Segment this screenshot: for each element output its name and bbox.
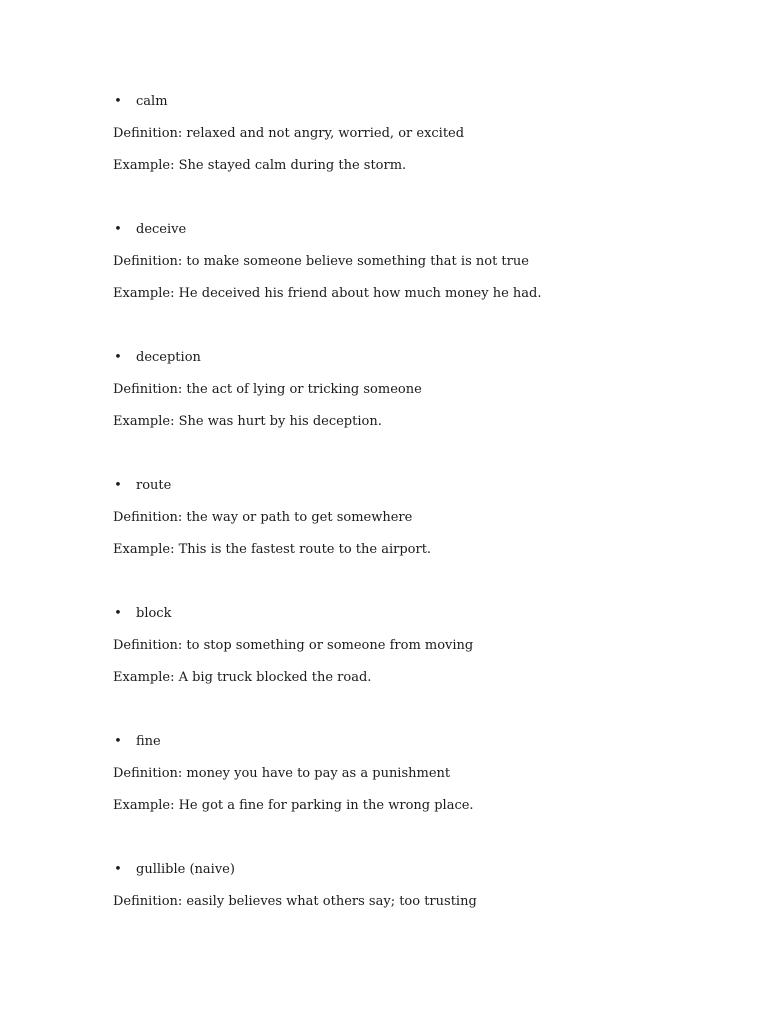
bullet: •	[114, 350, 122, 365]
definition: Definition: the way or path to get somewhere	[113, 510, 413, 525]
term: block	[136, 606, 172, 621]
term: route	[136, 478, 172, 493]
bullet: •	[114, 606, 122, 621]
term: deception	[136, 350, 201, 365]
term: calm	[136, 94, 168, 109]
definition: Definition: relaxed and not angry, worried, or excited	[113, 126, 465, 141]
term: deceive	[136, 222, 187, 237]
example: Example: A big truck blocked the road.	[113, 670, 372, 685]
example: Example: She stayed calm during the storm.	[113, 158, 407, 173]
definition: Definition: to stop something or someone from moving	[113, 638, 474, 653]
bullet: •	[114, 94, 122, 109]
example: Example: This is the fastest route to the airport.	[113, 542, 432, 557]
definition: Definition: easily believes what others say; too trusting	[113, 894, 477, 909]
bullet: •	[114, 478, 122, 493]
definition: Definition: the act of lying or tricking someone	[113, 382, 422, 397]
example: Example: He got a fine for parking in the wrong place.	[113, 798, 474, 813]
bullet: •	[114, 862, 122, 877]
definition: Definition: money you have to pay as a punishment	[113, 766, 451, 781]
definition: Definition: to make someone believe something that is not true	[113, 254, 529, 269]
bullet: •	[114, 734, 122, 749]
example: Example: She was hurt by his deception.	[113, 414, 382, 429]
example: Example: He deceived his friend about how much money he had.	[113, 286, 542, 301]
bullet: •	[114, 222, 122, 237]
term: fine	[136, 734, 161, 749]
term: gullible (naive)	[136, 862, 235, 877]
